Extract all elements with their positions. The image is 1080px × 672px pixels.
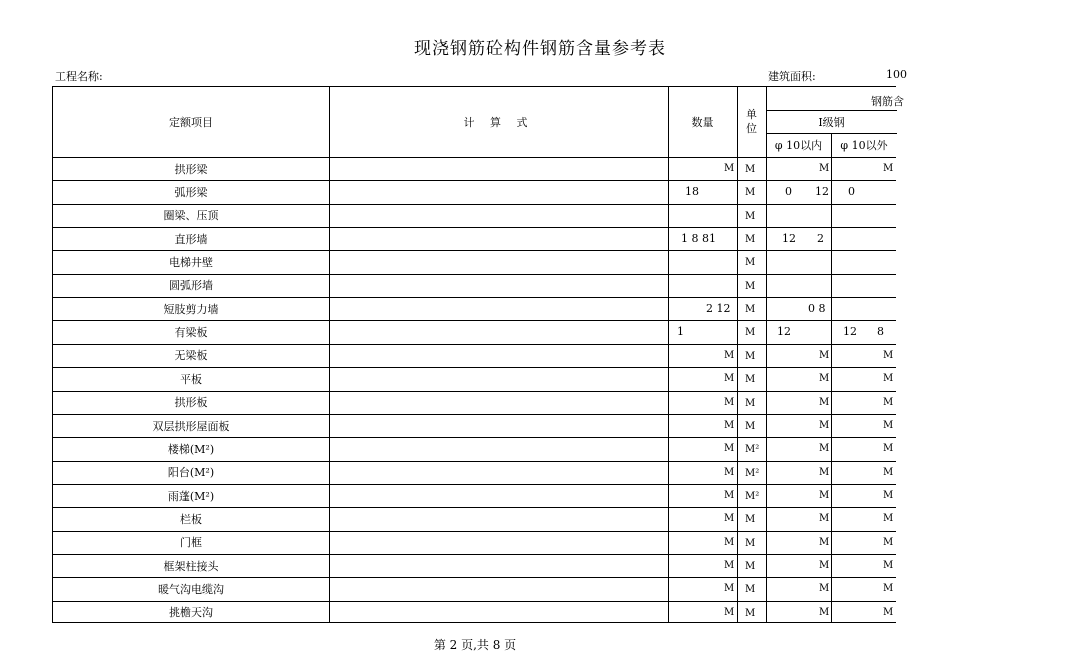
header-item: 定额项目 <box>169 116 213 129</box>
building-area-value: 100 <box>886 68 907 81</box>
reference-table <box>52 86 904 623</box>
qty-mark: M <box>724 536 735 548</box>
value-r1_a: 0 <box>785 185 792 199</box>
row-item-name: 楼梯(M²) <box>167 442 215 456</box>
qty-mark: M <box>724 373 735 385</box>
header-unit: 单 位 <box>746 108 757 135</box>
phi-in-mark: M <box>819 163 830 174</box>
row-item-name: 圆弧形墙 <box>169 279 213 293</box>
unit-mark: M <box>745 327 756 339</box>
row-item-name: 圈梁、压顶 <box>163 209 219 223</box>
value-r7_c: 8 <box>877 325 884 339</box>
row-item-name: 框架柱接头 <box>163 559 219 573</box>
row-item-name: 双层拱形屋面板 <box>152 419 230 433</box>
project-name-label: 工程名称: <box>55 70 103 83</box>
col-divider <box>668 87 669 622</box>
phi-out-mark: M <box>883 606 894 618</box>
unit-mark: M <box>745 374 756 386</box>
unit-mark: M <box>745 350 756 362</box>
qty-mark: M <box>724 466 735 478</box>
qty-mark: M <box>724 559 735 571</box>
value-r3_qty: 1 8 81 <box>681 232 716 246</box>
phi-out-mark: M <box>883 559 894 571</box>
row-item-name: 电梯井壁 <box>169 256 213 270</box>
header-phi-out: φ 10以外 <box>840 139 888 152</box>
unit-mark: M² <box>745 467 760 479</box>
row-item-name: 阳台(M²) <box>167 466 215 480</box>
unit-mark: M <box>745 397 756 409</box>
qty-mark: M <box>724 396 735 408</box>
header-quantity: 数量 <box>691 116 714 129</box>
row-item-name: 无梁板 <box>174 349 208 363</box>
row-item-name: 雨蓬(M²) <box>167 489 215 503</box>
qty-mark: M <box>724 419 735 431</box>
value-r7_b: 12 <box>843 325 857 339</box>
building-area-label: 建筑面积: <box>768 70 816 83</box>
unit-mark: M <box>745 164 756 175</box>
phi-out-mark: M <box>883 466 894 478</box>
phi-in-mark: M <box>819 373 830 385</box>
col-divider <box>766 87 767 622</box>
unit-mark: M <box>745 420 756 432</box>
unit-mark: M <box>745 607 756 619</box>
value-r1_qty: 18 <box>685 185 699 199</box>
header-steel-content: 钢筋含 <box>871 95 904 108</box>
phi-out-mark: M <box>883 583 894 595</box>
phi-in-mark: M <box>819 349 830 361</box>
phi-out-mark: M <box>883 513 894 525</box>
qty-mark: M <box>724 349 735 361</box>
col-divider <box>329 87 330 622</box>
row-item-name: 拱形板 <box>174 396 208 410</box>
unit-mark: M <box>745 280 756 292</box>
page-title: 现浇钢筋砼构件钢筋含量参考表 <box>414 39 666 59</box>
unit-mark: M <box>745 210 756 222</box>
phi-out-mark: M <box>883 443 894 455</box>
row-item-name: 弧形梁 <box>174 186 208 200</box>
unit-mark: M <box>745 304 756 316</box>
header-formula: 计 算 式 <box>463 116 534 129</box>
value-r1_b: 12 <box>815 185 829 199</box>
value-r3_b: 2 <box>817 232 824 246</box>
phi-in-mark: M <box>819 396 830 408</box>
phi-in-mark: M <box>819 606 830 618</box>
row-item-name: 有梁板 <box>174 326 208 340</box>
value-r7_a: 12 <box>777 325 791 339</box>
qty-mark: M <box>724 606 735 618</box>
col-divider <box>737 87 738 622</box>
header-phi-in: φ 10以内 <box>774 139 823 152</box>
row-item-name: 栏板 <box>180 512 202 526</box>
phi-in-mark: M <box>819 513 830 525</box>
unit-mark: M² <box>745 490 760 502</box>
phi-out-mark: M <box>883 396 894 408</box>
phi-in-mark: M <box>819 559 830 571</box>
qty-mark: M <box>724 489 735 501</box>
unit-mark: M <box>745 584 756 596</box>
phi-out-mark: M <box>883 489 894 501</box>
value-r6_a: 0 8 <box>808 302 826 316</box>
row-item-name: 暖气沟电缆沟 <box>158 582 224 596</box>
phi-in-mark: M <box>819 419 830 431</box>
qty-mark: M <box>724 583 735 595</box>
value-r7_qty: 1 <box>677 325 684 339</box>
phi-in-mark: M <box>819 536 830 548</box>
row-item-name: 短肢剪力墙 <box>163 302 219 316</box>
unit-mark: M <box>745 234 756 246</box>
row-item-name: 挑檐天沟 <box>169 606 213 620</box>
phi-in-mark: M <box>819 443 830 455</box>
value-r6_qty: 2 12 <box>706 302 731 316</box>
phi-out-mark: M <box>883 419 894 431</box>
unit-mark: M <box>745 560 756 572</box>
unit-mark: M² <box>745 444 760 456</box>
col-divider <box>831 133 832 622</box>
header-grade1: I级钢 <box>818 115 845 129</box>
phi-in-mark: M <box>819 583 830 595</box>
value-r3_a: 12 <box>782 232 796 246</box>
qty-mark: M <box>724 443 735 455</box>
phi-in-mark: M <box>819 466 830 478</box>
qty-mark: M <box>724 513 735 525</box>
phi-out-mark: M <box>883 536 894 548</box>
row-item-name: 平板 <box>180 372 202 386</box>
qty-mark: M <box>724 163 735 174</box>
page-footer: 第 2 页,共 8 页 <box>433 638 517 652</box>
phi-out-mark: M <box>883 163 894 174</box>
phi-in-mark: M <box>819 489 830 501</box>
row-item-name: 拱形梁 <box>174 162 208 176</box>
row-item-name: 直形墙 <box>174 232 208 246</box>
unit-mark: M <box>745 257 756 269</box>
phi-out-mark: M <box>883 349 894 361</box>
value-r1_c: 0 <box>848 185 855 199</box>
unit-mark: M <box>745 537 756 549</box>
unit-mark: M <box>745 514 756 526</box>
row-item-name: 门框 <box>180 536 202 550</box>
unit-mark: M <box>745 187 756 199</box>
phi-out-mark: M <box>883 373 894 385</box>
